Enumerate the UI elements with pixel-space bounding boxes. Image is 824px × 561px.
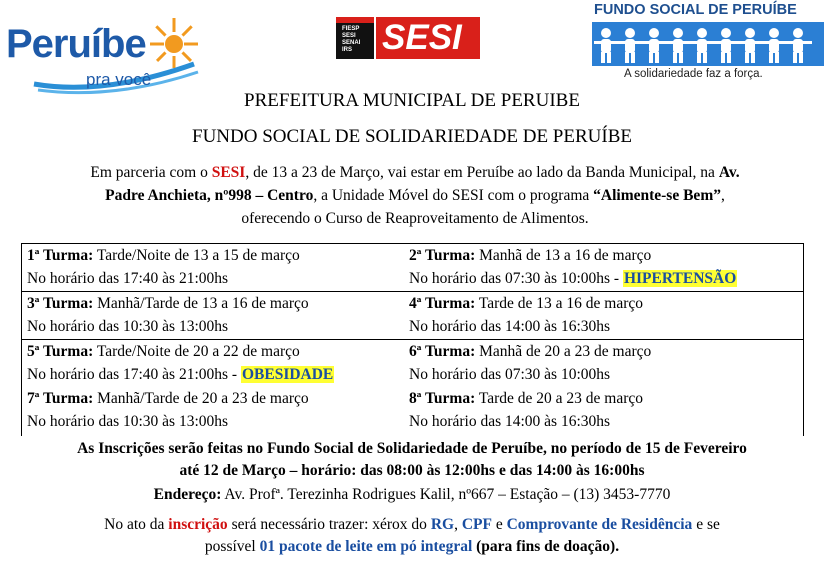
inscricao-word: inscrição bbox=[168, 516, 228, 533]
turma-2-period: 2ª Turma: Manhã de 13 a 16 de março bbox=[409, 247, 652, 264]
turma-5-hours: No horário das 17:40 às 21:00hs - OBESIDADE bbox=[27, 366, 334, 383]
heading-prefeitura: PREFEITURA MUNICIPAL DE PERUIBE bbox=[244, 90, 580, 111]
turma-3-hours: No horário das 10:30 às 13:00hs bbox=[27, 318, 229, 335]
turma-7-period: 7ª Turma: Manhã/Tarde de 20 a 23 de março bbox=[27, 390, 309, 407]
sesi-mention: SESI bbox=[211, 164, 246, 181]
intro-paragraph: Em parceria com o SESI, de 13 a 23 de Março, vai estar em Peruíbe ao lado da Banda Municipal, na Av. Padre Anchieta, nº998 – Centro, a Unidade Móvel do SESI com o programa “Alimente-se Bem”, oferecendo o Curso de Reaproveitamento de Alimentos. bbox=[90, 164, 740, 227]
turma-7-hours: No horário das 10:30 às 13:00hs bbox=[27, 413, 229, 430]
event-address: Av. Padre Anchieta, nº998 – Centro bbox=[105, 164, 740, 204]
rg-item: RG bbox=[430, 516, 455, 533]
fundo-social-title: FUNDO SOCIAL DE PERUÍBE bbox=[594, 2, 797, 18]
sesi-logo bbox=[336, 17, 480, 59]
requirements-paragraph: No ato da inscrição será necessário trazer: xérox do RG, CPF e Comprovante de Residência e se possível 01 pacote de leite em pó integral (para fins de doação). bbox=[104, 516, 720, 555]
sesi-logo-small-text: FIESP SESI SENAI IRS bbox=[342, 26, 361, 53]
peruibe-logo bbox=[4, 4, 214, 96]
endereco-line: Endereço: Av. Profª. Terezinha Rodrigues Kalil, nº667 – Estação – (13) 3453-7770 bbox=[153, 486, 671, 503]
people-chain-icon bbox=[592, 22, 824, 66]
turma-5-period: 5ª Turma: Tarde/Noite de 20 a 22 de março bbox=[27, 343, 300, 360]
turma-4-period: 4ª Turma: Tarde de 13 a 16 de março bbox=[409, 295, 644, 312]
hipertensao-badge: HIPERTENSÃO bbox=[623, 270, 737, 287]
turma-1-period: 1ª Turma: Tarde/Noite de 13 a 15 de março bbox=[27, 247, 300, 264]
comprovante-item: Comprovante de Residência bbox=[506, 516, 693, 533]
turma-2-hours: No horário das 07:30 às 10:00hs - HIPERTENSÃO bbox=[409, 270, 737, 287]
leite-item: 01 pacote de leite em pó integral bbox=[259, 538, 473, 555]
obesidade-badge: OBESIDADE bbox=[241, 366, 334, 383]
program-name: “Alimente-se Bem” bbox=[593, 187, 721, 204]
turma-8-hours: No horário das 14:00 às 16:30hs bbox=[409, 413, 611, 430]
sesi-wordmark: SESI bbox=[382, 18, 462, 57]
sesi-logo-black-block bbox=[336, 17, 374, 59]
cpf-item: CPF bbox=[461, 516, 492, 533]
turma-3-period: 3ª Turma: Manhã/Tarde de 13 a 16 de março bbox=[27, 295, 309, 312]
turma-6-period: 6ª Turma: Manhã de 20 a 23 de março bbox=[409, 343, 652, 360]
turmas-table bbox=[21, 243, 804, 436]
turma-4-hours: No horário das 14:00 às 16:30hs bbox=[409, 318, 611, 335]
heading-fundo-social: FUNDO SOCIAL DE SOLIDARIEDADE DE PERUÍBE bbox=[192, 126, 632, 147]
fundo-social-tagline: A solidariedade faz a força. bbox=[624, 68, 763, 80]
sesi-logo-red-block bbox=[376, 17, 480, 59]
turma-8-period: 8ª Turma: Tarde de 20 a 23 de março bbox=[409, 390, 644, 407]
turma-6-hours: No horário das 07:30 às 10:00hs bbox=[409, 366, 611, 383]
inscricoes-info: As Inscrições serão feitas no Fundo Social de Solidariedade de Peruíbe, no período de 15 de Fevereiro até 12 de Março – horário: das 08:00 às 12:00hs e das 14:00 às 16:00hs bbox=[77, 440, 747, 479]
fundo-social-logo bbox=[592, 2, 824, 84]
peruibe-tagline: pra você bbox=[86, 70, 152, 89]
turma-1-hours: No horário das 17:40 às 21:00hs bbox=[27, 270, 229, 287]
peruibe-wordmark: Peruíbe bbox=[6, 22, 146, 66]
